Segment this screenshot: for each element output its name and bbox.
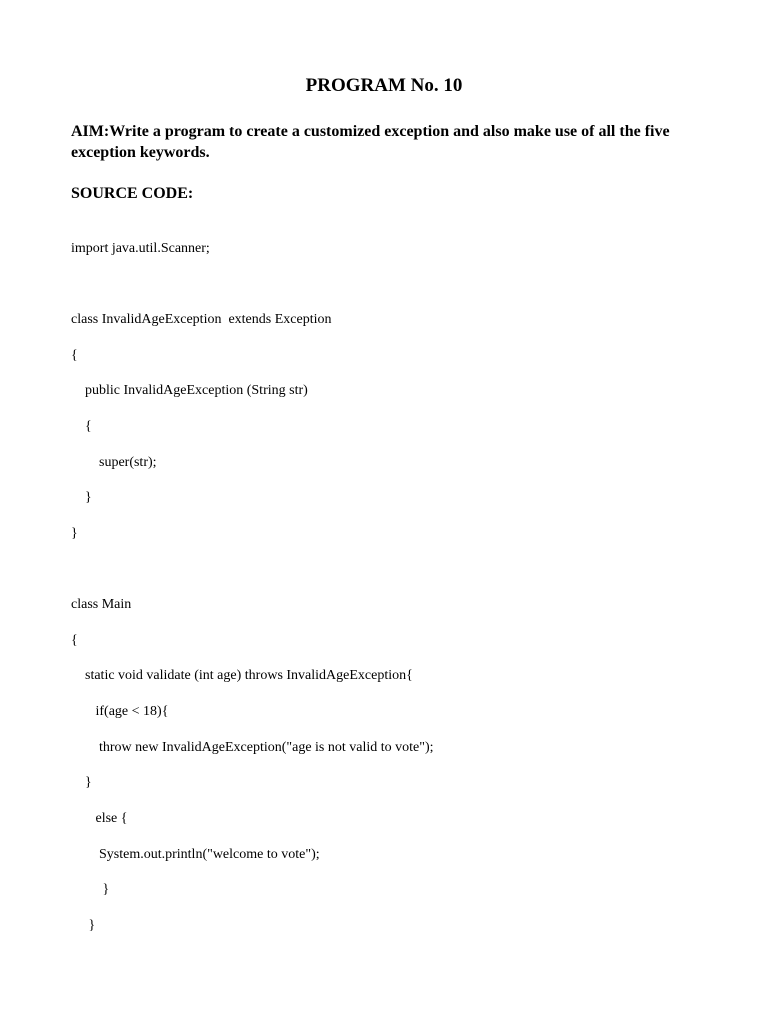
code-line: } [71,775,92,790]
code-line: } [71,882,110,897]
code-line: class InvalidAgeException extends Exception [71,312,332,327]
code-line: throw new InvalidAgeException("age is not valid to vote"); [71,740,434,755]
code-line: if(age < 18){ [71,704,169,719]
code-line: super(str); [71,455,157,470]
code-line: public InvalidAgeException (String str) [71,383,308,398]
code-line: { [71,348,78,363]
source-code-heading: SOURCE CODE: [71,185,194,202]
aim-paragraph [71,121,711,163]
code-line: } [71,918,96,933]
code-line: { [71,633,78,648]
code-line: } [71,490,92,505]
aim-text: Write a program to create a customized exception and also make use of all the five exception keywords. [71,123,670,161]
aim-label: AIM: [71,123,110,140]
code-line: else { [71,811,128,826]
code-line: static void validate (int age) throws InvalidAgeException{ [71,668,413,683]
code-line: class Main [71,597,132,612]
code-line: import java.util.Scanner; [71,241,210,256]
code-line: System.out.println("welcome to vote"); [71,847,320,862]
code-line: } [71,526,78,541]
page-title: PROGRAM No. 10 [305,75,463,96]
code-line: { [71,419,92,434]
